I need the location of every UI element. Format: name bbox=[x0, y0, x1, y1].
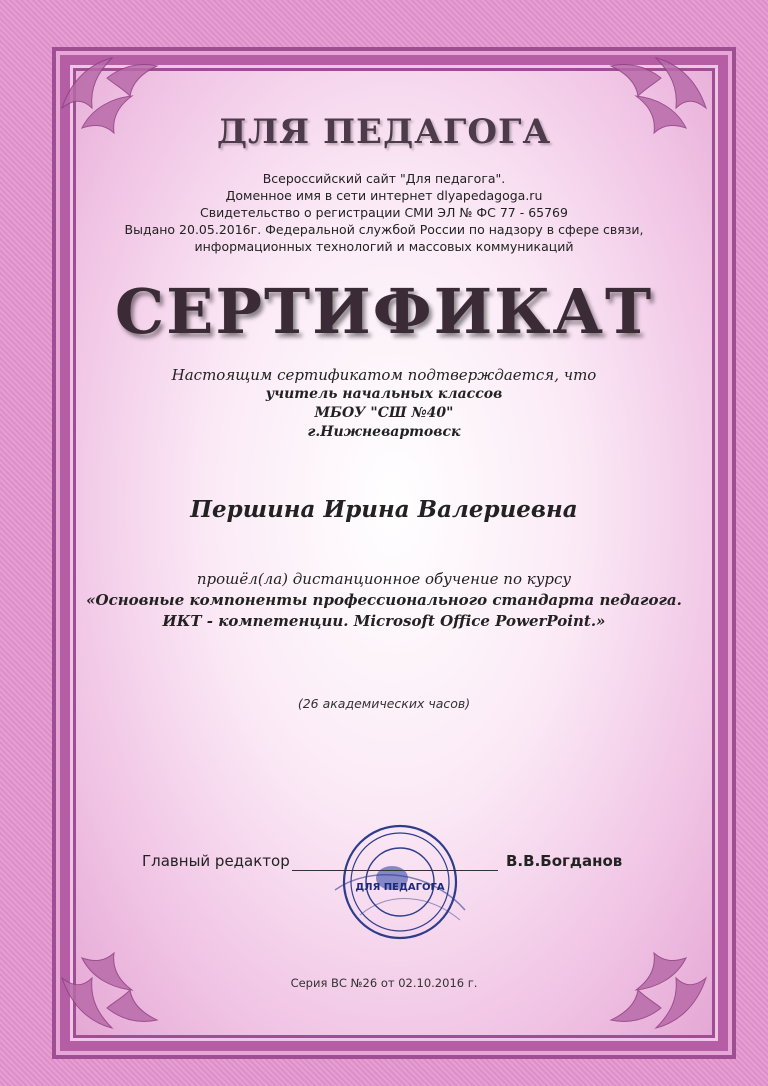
recipient-school: МБОУ "СШ №40" bbox=[314, 405, 454, 421]
site-info-line: Свидетельство о регистрации СМИ ЭЛ № ФС 77 - 65769 bbox=[200, 205, 568, 220]
series-number: Серия ВС №26 от 02.10.2016 г. bbox=[290, 976, 478, 990]
recipient-city: г.Нижневартовск bbox=[307, 424, 461, 440]
recipient-position: учитель начальных классов bbox=[265, 386, 503, 402]
recipient-name: Першина Ирина Валериевна bbox=[190, 496, 578, 523]
site-title: ДЛЯ ПЕДАГОГА bbox=[216, 112, 552, 152]
signature-line bbox=[292, 870, 498, 871]
signature-label: Главный редактор bbox=[142, 852, 290, 870]
confirm-text: Настоящим сертификатом подтверждается, что bbox=[171, 366, 597, 384]
seal-stamp-icon bbox=[330, 820, 470, 950]
site-info-line: информационных технологий и массовых коммуникаций bbox=[194, 239, 574, 254]
course-block bbox=[70, 569, 698, 632]
site-info bbox=[70, 170, 698, 255]
passed-text: прошёл(ла) дистанционное обучение по курсу bbox=[196, 570, 572, 588]
seal-center-text: ДЛЯ ПЕДАГОГА bbox=[355, 882, 445, 893]
site-info-line: Доменное имя в сети интернет dlyapedagoga.ru bbox=[225, 188, 543, 203]
course-name-line-1: «Основные компоненты профессионального стандарта педагога. bbox=[86, 591, 682, 609]
confirmation-block bbox=[70, 366, 698, 442]
site-info-line: Выдано 20.05.2016г. Федеральной службой России по надзору в сфере связи, bbox=[124, 222, 644, 237]
course-name-line-2: ИКТ - компетенции. Microsoft Office PowerPoint.» bbox=[162, 612, 606, 630]
site-info-line: Всероссийский сайт "Для педагога". bbox=[262, 171, 506, 186]
course-hours: (26 академических часов) bbox=[297, 696, 471, 711]
signature-row bbox=[70, 850, 698, 880]
certificate-title: СЕРТИФИКАТ bbox=[114, 275, 654, 348]
signature-name: В.В.Богданов bbox=[506, 852, 623, 870]
